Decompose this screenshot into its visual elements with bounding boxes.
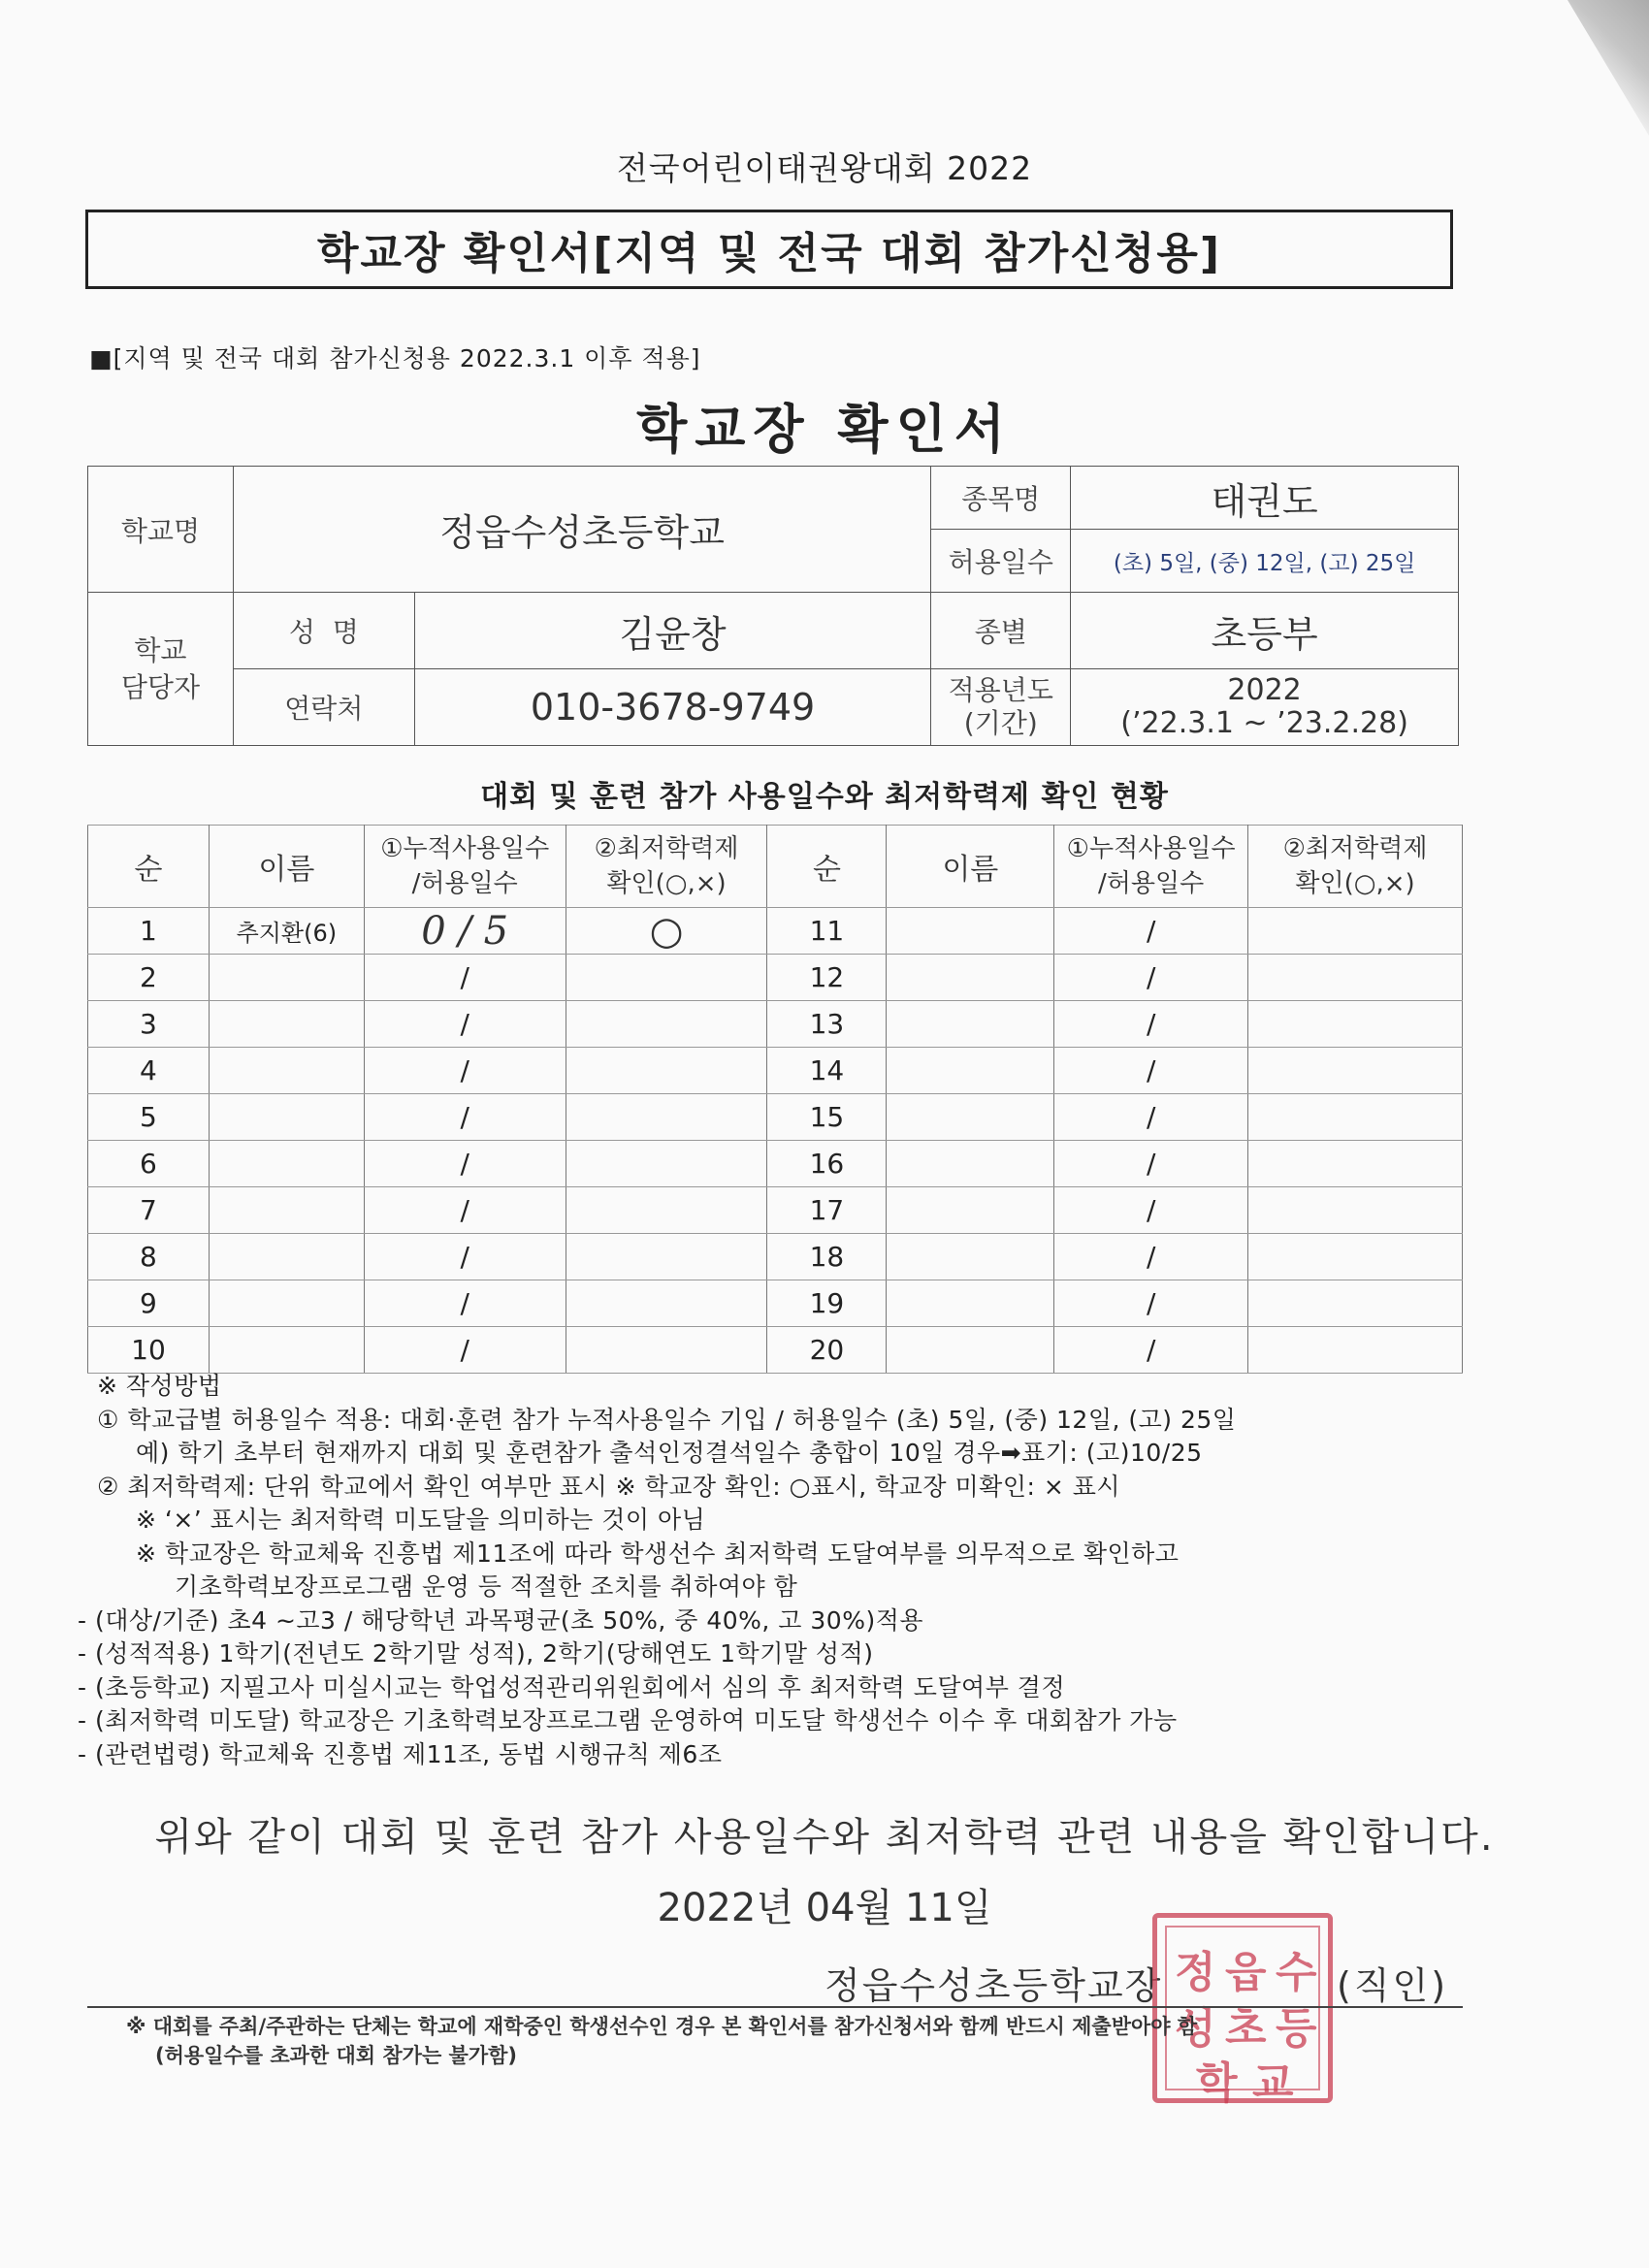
row-name [209,955,364,1001]
main-title-box [85,210,1453,289]
row-no: 18 [767,1234,887,1280]
row-academic [566,1280,767,1327]
apply-year-label: 적용년도 (기간) [931,669,1071,746]
row-days: / [1054,1327,1248,1374]
table-row [88,908,1463,955]
seal-glyph: 등 [1276,2004,1317,2054]
event-title: 전국어린이태권왕대회 2022 [616,149,1033,187]
seal-glyph: 초 [1225,2004,1267,2054]
table-row [88,1094,1463,1141]
row-no: 1 [88,908,210,955]
row-academic [566,1094,767,1141]
row-name [209,1187,364,1234]
row-no: 12 [767,955,887,1001]
method-line: - (초등학교) 지필고사 미실시교는 학업성적관리위원회에서 심의 후 최저학력 도달여부 결정 [78,1672,1066,1701]
row-no: 4 [88,1048,210,1094]
application-note: ■[지역 및 전국 대회 참가신청용 2022.3.1 이후 적용] [89,344,701,373]
status-title: 대회 및 훈련 참가 사용일수와 최저학력제 확인 현황 [480,780,1169,814]
row-days: / [364,1234,566,1280]
method-line: - (최저학력 미도달) 학교장은 기초학력보장프로그램 운영하여 미도달 학생선수 이수 후 대회참가 가능 [78,1706,1178,1734]
footer-line: ※ 대회를 주최/주관하는 단체는 학교에 재학중인 학생선수인 경우 본 확인서를 참가신청서와 함께 반드시 제출받아야 함 [126,2015,1198,2038]
row-name [209,1327,364,1374]
row-name [209,1234,364,1280]
row-name [887,955,1054,1001]
row-no: 10 [88,1327,210,1374]
row-no: 14 [767,1048,887,1094]
row-no: 20 [767,1327,887,1374]
row-no: 3 [88,1001,210,1048]
method-heading: ※ 작성방법 [97,1372,222,1400]
row-days: / [1054,1280,1248,1327]
table-row [88,1327,1463,1374]
row-name [209,1094,364,1141]
row-academic [1248,908,1463,955]
row-days: / [1054,1001,1248,1048]
method-line: ① 학교급별 허용일수 적용: 대회·훈련 참가 누적사용일수 기입 / 허용일수 (초) 5일, (중) 12일, (고) 25일 [97,1405,1237,1434]
seal-label: (직인) [1337,1964,1449,2007]
row-academic [566,1234,767,1280]
row-no: 8 [88,1234,210,1280]
apply-year-value: 2022 [1227,673,1302,707]
event-label: 종목명 [931,467,1071,530]
row-no: 5 [88,1094,210,1141]
school-name-value: 정읍수성초등학교 [233,467,930,593]
row-days: / [1054,1048,1248,1094]
row-name: 추지환(6) [209,908,364,955]
row-days: / [364,1094,566,1141]
row-days: / [364,1048,566,1094]
row-no: 13 [767,1001,887,1048]
row-no: 2 [88,955,210,1001]
method-line: 예) 학기 초부터 현재까지 대회 및 훈련참가 출석인정결석일수 총합이 10일 경우➡표기: (고)10/25 [136,1439,1203,1467]
seal-glyph: 성 [1175,2004,1216,2054]
method-line: - (성적적용) 1학기(전년도 2학기말 성적), 2학기(당해연도 1학기말 성적) [78,1639,874,1668]
row-name [209,1141,364,1187]
table-row [88,1001,1463,1048]
row-days: 0 / 5 [364,908,566,955]
row-name [887,1234,1054,1280]
footer-line: (허용일수를 초과한 대회 참가는 불가함) [155,2044,518,2067]
header-days-left: ①누적사용일수 /허용일수 [364,826,566,908]
footer-divider [87,2006,1463,2008]
apply-period-value: (’22.3.1 ~ ’23.2.28) [1120,706,1408,740]
header-academic-left: ②최저학력제 확인(○,×) [566,826,767,908]
method-line: - (대상/기준) 초4 ~고3 / 해당학년 과목평균(초 50%, 중 40%, 고 30%)적용 [78,1605,923,1635]
row-days: / [1054,955,1248,1001]
row-name [887,1327,1054,1374]
document-title: 학교장 확인서 [636,399,1013,460]
allowed-days-label: 허용일수 [931,530,1071,593]
category-label: 종별 [931,593,1071,669]
table-row [88,1141,1463,1187]
row-academic: ○ [566,908,767,955]
row-no: 7 [88,1187,210,1234]
confirmation-statement: 위와 같이 대회 및 훈련 참가 사용일수와 최저학력 관련 내용을 확인합니다. [154,1815,1495,1860]
staff-label: 학교 담당자 [88,593,234,746]
method-line: ※ 학교장은 학교체육 진흥법 제11조에 따라 학생선수 최저학력 도달여부를 의무적으로 확인하고 [136,1539,1180,1568]
row-name [887,1141,1054,1187]
row-no: 19 [767,1280,887,1327]
staff-name-value: 김윤창 [414,593,931,669]
event-value: 태권도 [1071,467,1459,530]
row-days: / [364,1141,566,1187]
row-academic [1248,1048,1463,1094]
row-no: 15 [767,1094,887,1141]
row-name [209,1048,364,1094]
row-academic [566,1327,767,1374]
row-days: / [1054,908,1248,955]
row-days: / [1054,1094,1248,1141]
row-no: 16 [767,1141,887,1187]
confirmation-date: 2022년 04월 11일 [657,1886,992,1930]
table-row [88,1234,1463,1280]
row-no: 11 [767,908,887,955]
staff-name-label: 성 명 [233,593,414,669]
row-no: 6 [88,1141,210,1187]
row-academic [1248,1234,1463,1280]
row-days: / [364,955,566,1001]
row-academic [1248,955,1463,1001]
table-row [88,1280,1463,1327]
status-table [87,825,1463,1374]
row-academic [1248,1094,1463,1141]
status-header-row [88,826,1463,908]
row-name [209,1001,364,1048]
category-value: 초등부 [1071,593,1459,669]
school-info-table [87,466,1459,746]
row-days: / [364,1280,566,1327]
row-no: 17 [767,1187,887,1234]
row-name [887,1280,1054,1327]
header-name-right: 이름 [887,826,1054,908]
row-name [209,1280,364,1327]
page-corner-fold [1533,0,1649,136]
method-line: - (관련법령) 학교체육 진흥법 제11조, 동법 시행규칙 제6조 [78,1739,723,1768]
row-days: / [1054,1187,1248,1234]
seal-glyph: 학 [1196,2058,1238,2108]
school-name-label: 학교명 [88,467,234,593]
seal-glyph: 수 [1276,1948,1317,1997]
table-row [88,1048,1463,1094]
table-row [88,955,1463,1001]
writing-method [78,1370,1474,1771]
contact-label: 연락처 [233,669,414,746]
seal-glyph: 교 [1252,2058,1294,2108]
apply-year-cell [1071,669,1459,746]
header-days-right: ①누적사용일수 /허용일수 [1054,826,1248,908]
row-academic [1248,1001,1463,1048]
row-academic [1248,1187,1463,1234]
header-name-left: 이름 [209,826,364,908]
row-name [887,1001,1054,1048]
row-no: 9 [88,1280,210,1327]
principal-signature: 정읍수성초등학교장 [824,1964,1163,2007]
header-no-left: 순 [88,826,210,908]
row-days: / [364,1001,566,1048]
row-name [887,1094,1054,1141]
row-days: / [1054,1234,1248,1280]
method-line: ※ ‘×’ 표시는 최저학력 미도달을 의미하는 것이 아님 [136,1506,706,1534]
row-name [887,1187,1054,1234]
row-academic [566,1141,767,1187]
table-row [88,1187,1463,1234]
allowed-days-value: (초) 5일, (중) 12일, (고) 25일 [1071,530,1459,593]
row-academic [566,1001,767,1048]
row-days: / [364,1327,566,1374]
row-academic [1248,1327,1463,1374]
row-name [887,1048,1054,1094]
row-days: / [1054,1141,1248,1187]
row-academic [566,1048,767,1094]
row-academic [566,1187,767,1234]
row-academic [1248,1141,1463,1187]
row-days: / [364,1187,566,1234]
row-academic [566,955,767,1001]
seal-glyph: 읍 [1225,1948,1267,1997]
header-academic-right: ②최저학력제 확인(○,×) [1248,826,1463,908]
official-seal-stamp [1152,1913,1333,2108]
row-name [887,908,1054,955]
method-line: ② 최저학력제: 단위 학교에서 확인 여부만 표시 ※ 학교장 확인: ○표시, 학교장 미확인: × 표시 [97,1472,1121,1501]
row-academic [1248,1280,1463,1327]
header-no-right: 순 [767,826,887,908]
main-title: 학교장 확인서[지역 및 전국 대회 참가신청용] [317,229,1221,278]
footer-notice [126,2012,1474,2070]
seal-glyph: 정 [1175,1948,1216,1997]
method-line: 기초학력보장프로그램 운영 등 적절한 조치를 취하여야 함 [175,1572,798,1601]
contact-value: 010-3678-9749 [414,669,931,746]
